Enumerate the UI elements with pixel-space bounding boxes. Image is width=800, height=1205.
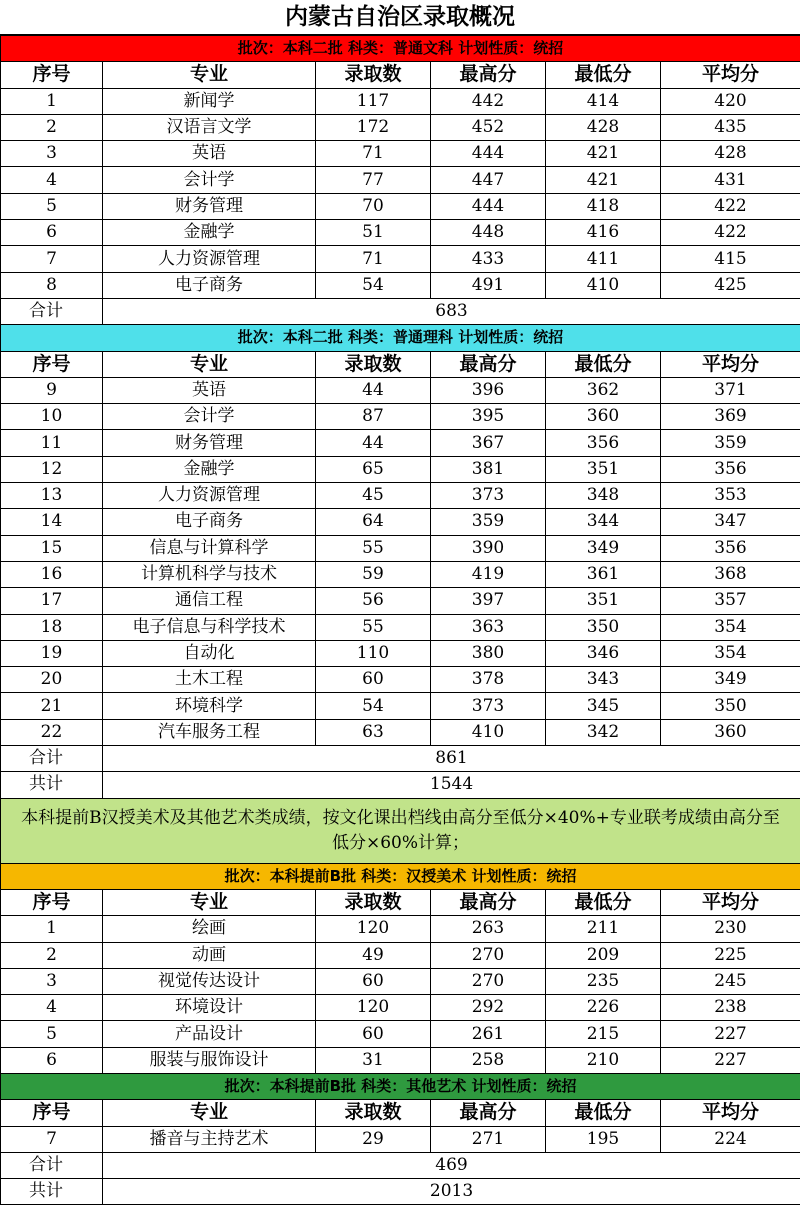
cell-col-major: 信息与计算科学: [103, 535, 316, 561]
page-title: 内蒙古自治区录取概况: [0, 0, 800, 35]
cell-col-max-score: 373: [431, 483, 546, 509]
cell-col-avg-score: 360: [661, 719, 800, 745]
cell-col-major: 会计学: [103, 167, 316, 193]
subtotal-label: 合计: [1, 298, 103, 324]
header-col-admitted: 录取数: [316, 62, 431, 88]
cell-col-avg-score: 354: [661, 614, 800, 640]
cell-col-min-score: 362: [546, 377, 661, 403]
cell-col-index: 3: [1, 141, 103, 167]
cell-col-min-score: 195: [546, 1126, 661, 1152]
cell-col-avg-score: 225: [661, 942, 800, 968]
header-col-major: 专业: [103, 889, 316, 915]
cell-col-index: 6: [1, 1047, 103, 1073]
table-row: [1, 1126, 800, 1152]
cell-col-index: 20: [1, 667, 103, 693]
cell-col-admitted: 60: [316, 968, 431, 994]
cell-col-max-score: 258: [431, 1047, 546, 1073]
note-row: [1, 798, 800, 863]
header-col-max-score: 最高分: [431, 62, 546, 88]
cell-col-min-score: 351: [546, 456, 661, 482]
header-col-min-score: 最低分: [546, 351, 661, 377]
cell-col-max-score: 397: [431, 588, 546, 614]
cell-col-avg-score: 435: [661, 114, 800, 140]
cell-col-avg-score: 350: [661, 693, 800, 719]
cell-col-max-score: 395: [431, 404, 546, 430]
cell-col-avg-score: 357: [661, 588, 800, 614]
cell-col-index: 6: [1, 220, 103, 246]
admission-table: [0, 35, 800, 1205]
cell-col-max-score: 447: [431, 167, 546, 193]
cell-col-admitted: 51: [316, 220, 431, 246]
header-col-avg-score: 平均分: [661, 62, 800, 88]
cell-col-admitted: 120: [316, 916, 431, 942]
cell-col-avg-score: 415: [661, 246, 800, 272]
cell-col-index: 10: [1, 404, 103, 430]
table-row: [1, 535, 800, 561]
cell-col-avg-score: 224: [661, 1126, 800, 1152]
header-col-major: 专业: [103, 351, 316, 377]
cell-col-index: 4: [1, 167, 103, 193]
cell-col-index: 5: [1, 1021, 103, 1047]
cell-col-major: 电子商务: [103, 509, 316, 535]
batch-label: 批次：本科提前B批 科类：其他艺术 计划性质：统招: [1, 1073, 800, 1099]
subtotal-value: 469: [103, 1152, 800, 1178]
cell-col-major: 计算机科学与技术: [103, 561, 316, 587]
cell-col-avg-score: 425: [661, 272, 800, 298]
cell-col-min-score: 349: [546, 535, 661, 561]
cell-col-max-score: 410: [431, 719, 546, 745]
cell-col-avg-score: 356: [661, 456, 800, 482]
cell-col-index: 21: [1, 693, 103, 719]
cell-col-index: 7: [1, 1126, 103, 1152]
table-row: [1, 588, 800, 614]
cell-col-max-score: 378: [431, 667, 546, 693]
cell-col-admitted: 63: [316, 719, 431, 745]
cell-col-index: 2: [1, 942, 103, 968]
cell-col-max-score: 292: [431, 995, 546, 1021]
cell-col-min-score: 346: [546, 640, 661, 666]
cell-col-min-score: 210: [546, 1047, 661, 1073]
cell-col-avg-score: 356: [661, 535, 800, 561]
batch-label: 批次：本科二批 科类：普通理科 计划性质：统招: [1, 325, 800, 351]
cell-col-admitted: 54: [316, 693, 431, 719]
cell-col-max-score: 367: [431, 430, 546, 456]
cell-col-min-score: 418: [546, 193, 661, 219]
table-row: [1, 456, 800, 482]
cell-col-max-score: 373: [431, 693, 546, 719]
cell-col-major: 土木工程: [103, 667, 316, 693]
subtotal-value: 861: [103, 746, 800, 772]
header-col-admitted: 录取数: [316, 351, 431, 377]
cell-col-index: 9: [1, 377, 103, 403]
header-col-major: 专业: [103, 1100, 316, 1126]
header-col-max-score: 最高分: [431, 351, 546, 377]
cell-col-min-score: 416: [546, 220, 661, 246]
cell-col-admitted: 31: [316, 1047, 431, 1073]
table-row: [1, 114, 800, 140]
cell-col-major: 新闻学: [103, 88, 316, 114]
cell-col-index: 1: [1, 88, 103, 114]
cell-col-avg-score: 349: [661, 667, 800, 693]
header-col-avg-score: 平均分: [661, 351, 800, 377]
cell-col-admitted: 71: [316, 246, 431, 272]
cell-col-major: 绘画: [103, 916, 316, 942]
cell-col-major: 汽车服务工程: [103, 719, 316, 745]
cell-col-max-score: 381: [431, 456, 546, 482]
total-row: [1, 1179, 800, 1205]
cell-col-admitted: 60: [316, 667, 431, 693]
batch-row: [1, 325, 800, 351]
header-col-index: 序号: [1, 889, 103, 915]
cell-col-major: 人力资源管理: [103, 246, 316, 272]
total-label: 共计: [1, 1179, 103, 1205]
cell-col-admitted: 71: [316, 141, 431, 167]
cell-col-admitted: 29: [316, 1126, 431, 1152]
cell-col-index: 16: [1, 561, 103, 587]
cell-col-avg-score: 428: [661, 141, 800, 167]
header-col-index: 序号: [1, 62, 103, 88]
cell-col-major: 汉语言文学: [103, 114, 316, 140]
cell-col-max-score: 444: [431, 141, 546, 167]
cell-col-max-score: 390: [431, 535, 546, 561]
cell-col-major: 通信工程: [103, 588, 316, 614]
cell-col-max-score: 363: [431, 614, 546, 640]
cell-col-major: 金融学: [103, 220, 316, 246]
table-row: [1, 1047, 800, 1073]
header-col-major: 专业: [103, 62, 316, 88]
cell-col-min-score: 344: [546, 509, 661, 535]
cell-col-index: 17: [1, 588, 103, 614]
header-row: [1, 1100, 800, 1126]
cell-col-avg-score: 431: [661, 167, 800, 193]
cell-col-avg-score: 230: [661, 916, 800, 942]
cell-col-avg-score: 422: [661, 220, 800, 246]
cell-col-admitted: 77: [316, 167, 431, 193]
cell-col-index: 22: [1, 719, 103, 745]
cell-col-major: 动画: [103, 942, 316, 968]
cell-col-max-score: 452: [431, 114, 546, 140]
cell-col-admitted: 59: [316, 561, 431, 587]
cell-col-major: 人力资源管理: [103, 483, 316, 509]
cell-col-avg-score: 227: [661, 1047, 800, 1073]
cell-col-min-score: 410: [546, 272, 661, 298]
cell-col-admitted: 44: [316, 377, 431, 403]
cell-col-major: 环境科学: [103, 693, 316, 719]
cell-col-index: 4: [1, 995, 103, 1021]
cell-col-admitted: 64: [316, 509, 431, 535]
table-row: [1, 246, 800, 272]
cell-col-avg-score: 369: [661, 404, 800, 430]
cell-col-min-score: 351: [546, 588, 661, 614]
cell-col-index: 13: [1, 483, 103, 509]
cell-col-major: 电子信息与科学技术: [103, 614, 316, 640]
cell-col-avg-score: 359: [661, 430, 800, 456]
cell-col-admitted: 87: [316, 404, 431, 430]
cell-col-admitted: 54: [316, 272, 431, 298]
cell-col-max-score: 442: [431, 88, 546, 114]
table-row: [1, 614, 800, 640]
cell-col-admitted: 60: [316, 1021, 431, 1047]
cell-col-min-score: 414: [546, 88, 661, 114]
cell-col-admitted: 45: [316, 483, 431, 509]
subtotal-label: 合计: [1, 746, 103, 772]
header-col-min-score: 最低分: [546, 62, 661, 88]
cell-col-avg-score: 368: [661, 561, 800, 587]
table-row: [1, 167, 800, 193]
cell-col-major: 自动化: [103, 640, 316, 666]
table-row: [1, 916, 800, 942]
cell-col-min-score: 361: [546, 561, 661, 587]
cell-col-index: 5: [1, 193, 103, 219]
subtotal-value: 683: [103, 298, 800, 324]
cell-col-major: 播音与主持艺术: [103, 1126, 316, 1152]
cell-col-min-score: 348: [546, 483, 661, 509]
header-col-max-score: 最高分: [431, 889, 546, 915]
cell-col-index: 7: [1, 246, 103, 272]
table-row: [1, 483, 800, 509]
header-col-admitted: 录取数: [316, 1100, 431, 1126]
cell-col-max-score: 271: [431, 1126, 546, 1152]
cell-col-max-score: 448: [431, 220, 546, 246]
cell-col-min-score: 215: [546, 1021, 661, 1047]
cell-col-admitted: 55: [316, 535, 431, 561]
cell-col-min-score: 428: [546, 114, 661, 140]
table-row: [1, 968, 800, 994]
cell-col-max-score: 270: [431, 968, 546, 994]
cell-col-index: 3: [1, 968, 103, 994]
header-col-min-score: 最低分: [546, 889, 661, 915]
table-row: [1, 719, 800, 745]
cell-col-admitted: 172: [316, 114, 431, 140]
cell-col-min-score: 345: [546, 693, 661, 719]
cell-col-avg-score: 353: [661, 483, 800, 509]
cell-col-index: 14: [1, 509, 103, 535]
cell-col-major: 财务管理: [103, 430, 316, 456]
header-col-max-score: 最高分: [431, 1100, 546, 1126]
cell-col-avg-score: 245: [661, 968, 800, 994]
header-col-min-score: 最低分: [546, 1100, 661, 1126]
cell-col-avg-score: 227: [661, 1021, 800, 1047]
header-col-avg-score: 平均分: [661, 1100, 800, 1126]
cell-col-major: 服装与服饰设计: [103, 1047, 316, 1073]
cell-col-max-score: 270: [431, 942, 546, 968]
cell-col-max-score: 491: [431, 272, 546, 298]
batch-row: [1, 863, 800, 889]
cell-col-max-score: 396: [431, 377, 546, 403]
table-row: [1, 995, 800, 1021]
cell-col-avg-score: 347: [661, 509, 800, 535]
cell-col-min-score: 226: [546, 995, 661, 1021]
cell-col-avg-score: 422: [661, 193, 800, 219]
subtotal-row: [1, 1152, 800, 1178]
cell-col-major: 会计学: [103, 404, 316, 430]
cell-col-avg-score: 238: [661, 995, 800, 1021]
header-row: [1, 351, 800, 377]
table-row: [1, 1021, 800, 1047]
cell-col-avg-score: 420: [661, 88, 800, 114]
table-row: [1, 509, 800, 535]
cell-col-min-score: 209: [546, 942, 661, 968]
cell-col-min-score: 211: [546, 916, 661, 942]
table-row: [1, 377, 800, 403]
batch-label: 批次：本科二批 科类：普通文科 计划性质：统招: [1, 36, 800, 62]
table-row: [1, 220, 800, 246]
cell-col-admitted: 44: [316, 430, 431, 456]
batch-label: 批次：本科提前B批 科类：汉授美术 计划性质：统招: [1, 863, 800, 889]
cell-col-admitted: 70: [316, 193, 431, 219]
cell-col-major: 视觉传达设计: [103, 968, 316, 994]
table-row: [1, 88, 800, 114]
cell-col-admitted: 49: [316, 942, 431, 968]
cell-col-admitted: 117: [316, 88, 431, 114]
batch-row: [1, 1073, 800, 1099]
cell-col-admitted: 110: [316, 640, 431, 666]
cell-col-max-score: 261: [431, 1021, 546, 1047]
header-col-index: 序号: [1, 351, 103, 377]
cell-col-max-score: 419: [431, 561, 546, 587]
header-col-admitted: 录取数: [316, 889, 431, 915]
cell-col-min-score: 421: [546, 141, 661, 167]
cell-col-avg-score: 354: [661, 640, 800, 666]
total-label: 共计: [1, 772, 103, 798]
cell-col-admitted: 120: [316, 995, 431, 1021]
cell-col-index: 12: [1, 456, 103, 482]
cell-col-index: 1: [1, 916, 103, 942]
total-value: 2013: [103, 1179, 800, 1205]
subtotal-row: [1, 298, 800, 324]
cell-col-max-score: 263: [431, 916, 546, 942]
cell-col-major: 环境设计: [103, 995, 316, 1021]
header-row: [1, 62, 800, 88]
cell-col-index: 2: [1, 114, 103, 140]
table-row: [1, 942, 800, 968]
cell-col-index: 8: [1, 272, 103, 298]
subtotal-label: 合计: [1, 1152, 103, 1178]
note-text: 本科提前B汉授美术及其他艺术类成绩，按文化课出档线由高分至低分×40%+专业联考成绩由高分至低分×60%计算；: [1, 798, 800, 863]
cell-col-index: 19: [1, 640, 103, 666]
table-row: [1, 193, 800, 219]
cell-col-min-score: 235: [546, 968, 661, 994]
cell-col-min-score: 356: [546, 430, 661, 456]
cell-col-min-score: 411: [546, 246, 661, 272]
cell-col-major: 产品设计: [103, 1021, 316, 1047]
cell-col-min-score: 343: [546, 667, 661, 693]
table-row: [1, 693, 800, 719]
header-row: [1, 889, 800, 915]
cell-col-index: 18: [1, 614, 103, 640]
cell-col-min-score: 421: [546, 167, 661, 193]
table-row: [1, 640, 800, 666]
cell-col-admitted: 65: [316, 456, 431, 482]
table-row: [1, 141, 800, 167]
cell-col-index: 11: [1, 430, 103, 456]
cell-col-major: 英语: [103, 141, 316, 167]
cell-col-major: 金融学: [103, 456, 316, 482]
cell-col-min-score: 350: [546, 614, 661, 640]
cell-col-max-score: 380: [431, 640, 546, 666]
cell-col-major: 电子商务: [103, 272, 316, 298]
cell-col-max-score: 359: [431, 509, 546, 535]
cell-col-major: 财务管理: [103, 193, 316, 219]
cell-col-major: 英语: [103, 377, 316, 403]
table-row: [1, 404, 800, 430]
total-row: [1, 772, 800, 798]
cell-col-admitted: 55: [316, 614, 431, 640]
table-row: [1, 561, 800, 587]
table-row: [1, 430, 800, 456]
total-value: 1544: [103, 772, 800, 798]
cell-col-max-score: 444: [431, 193, 546, 219]
cell-col-max-score: 433: [431, 246, 546, 272]
cell-col-index: 15: [1, 535, 103, 561]
cell-col-admitted: 56: [316, 588, 431, 614]
cell-col-min-score: 342: [546, 719, 661, 745]
header-col-index: 序号: [1, 1100, 103, 1126]
table-row: [1, 272, 800, 298]
table-row: [1, 667, 800, 693]
cell-col-avg-score: 371: [661, 377, 800, 403]
cell-col-min-score: 360: [546, 404, 661, 430]
batch-row: [1, 36, 800, 62]
subtotal-row: [1, 746, 800, 772]
header-col-avg-score: 平均分: [661, 889, 800, 915]
